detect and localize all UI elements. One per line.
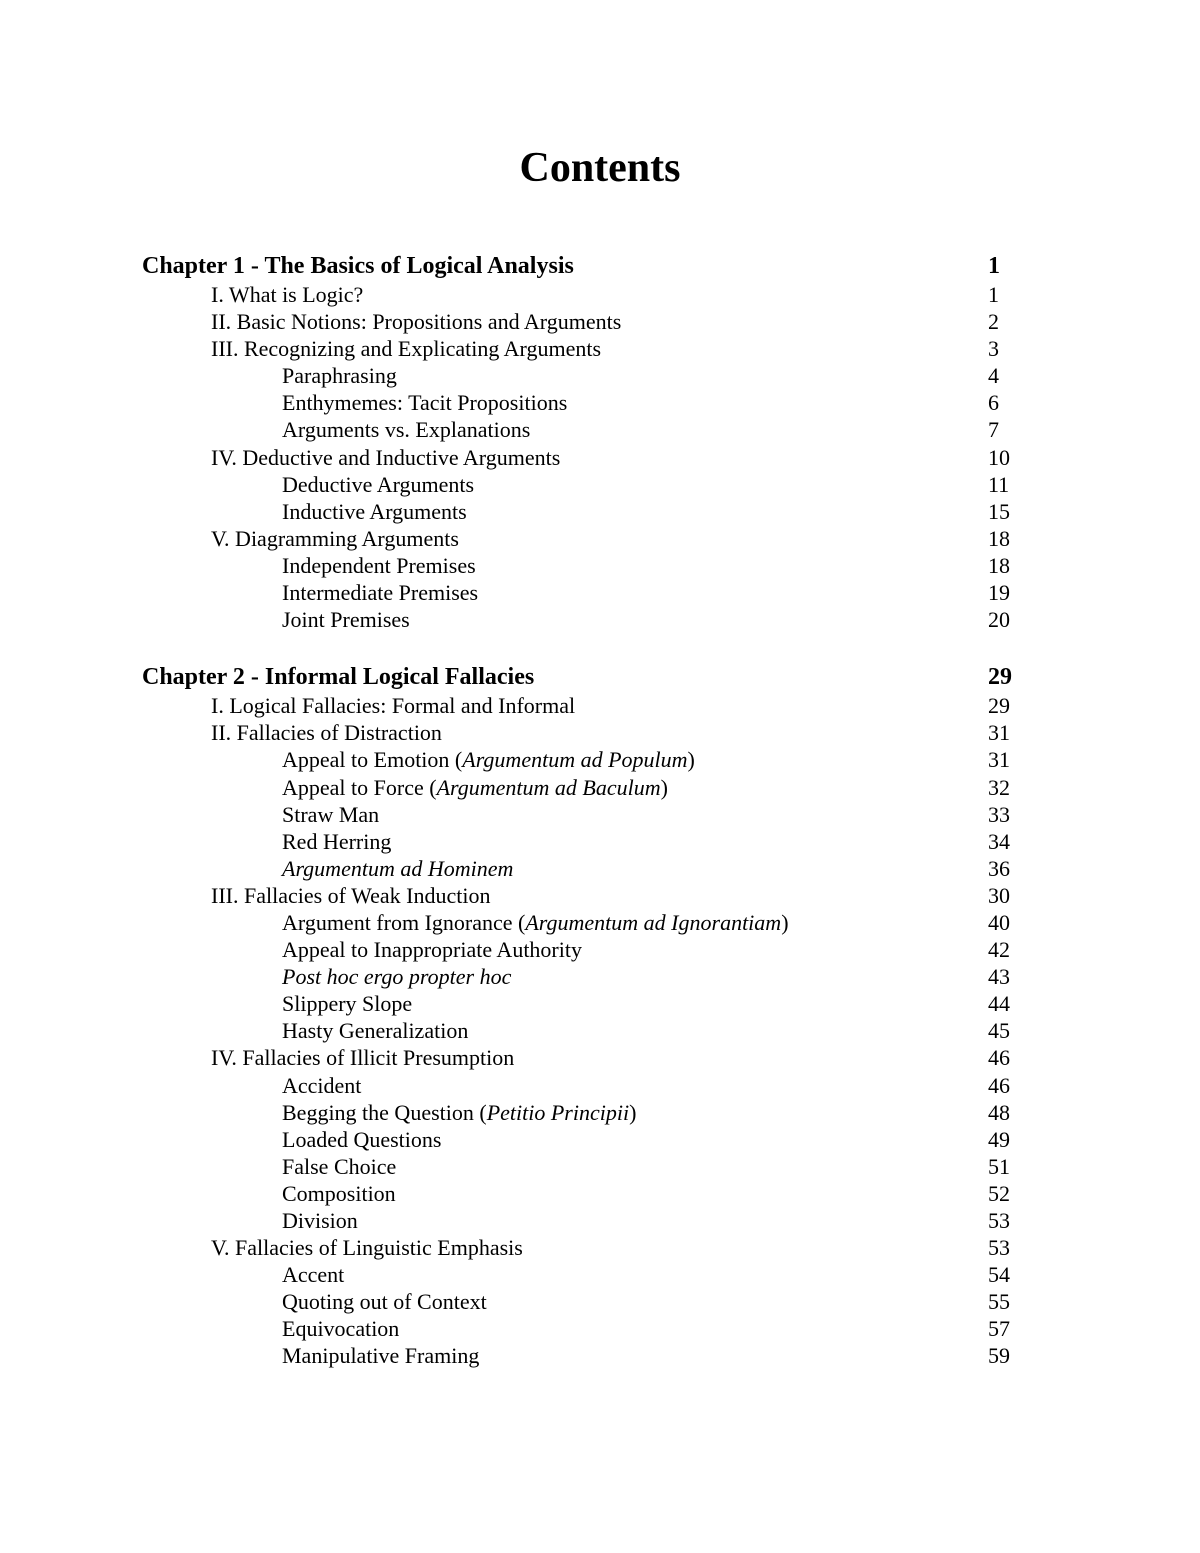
entry-title [142, 1017, 468, 1044]
entry-title-part: Red Herring [282, 828, 392, 854]
entry-title-part: Loaded Questions [282, 1126, 442, 1152]
page-number: 29 [988, 664, 1012, 691]
page-number: 1 [988, 253, 1000, 279]
entry-title [142, 1288, 487, 1315]
toc-subsection-entry [142, 1099, 1042, 1126]
entry-title [142, 606, 410, 633]
toc-subsection-entry [142, 552, 1042, 579]
toc-chapter-heading [142, 663, 1042, 692]
toc-subsection-entry [142, 1072, 1042, 1099]
page-number: 3 [988, 336, 999, 362]
page-number: 54 [988, 1262, 1010, 1288]
toc-subsection-entry [142, 990, 1042, 1017]
page-number: 2 [988, 309, 999, 335]
entry-title [142, 936, 582, 963]
toc-subsection-entry [142, 1342, 1042, 1369]
entry-title [142, 909, 789, 936]
entry-title-part: Joint Premises [282, 607, 410, 633]
page-number: 44 [988, 991, 1010, 1017]
page-number: 18 [988, 525, 1010, 551]
page-number: 53 [988, 1235, 1010, 1261]
entry-title-part: I. What is Logic? [211, 282, 364, 307]
toc-subsection-entry [142, 362, 1042, 389]
entry-title-part: V. Fallacies of Linguistic Emphasis [211, 1235, 523, 1261]
entry-title-part: ) [629, 1099, 637, 1125]
entry-title-part: Straw Man [282, 801, 380, 827]
entry-title [142, 444, 560, 471]
entry-title [142, 963, 511, 990]
entry-title [142, 828, 391, 855]
entry-title-part: Division [282, 1208, 358, 1233]
entry-title [142, 746, 695, 773]
toc-subsection-entry [142, 909, 1042, 936]
entry-title-part: II. Basic Notions: Propositions and Arguments [211, 309, 622, 335]
page-number: 46 [988, 1072, 1010, 1098]
page-number: 59 [988, 1343, 1010, 1369]
page-number: 42 [988, 937, 1010, 963]
entry-title [142, 1099, 636, 1126]
entry-title [142, 525, 459, 552]
entry-title [142, 990, 412, 1017]
entry-title [142, 1044, 514, 1071]
toc-subsection-entry [142, 774, 1042, 801]
entry-title-part: II. Fallacies of Distraction [211, 720, 442, 746]
page-number: 15 [988, 498, 1010, 524]
entry-title [142, 882, 490, 909]
entry-title [142, 1315, 399, 1342]
page-number: 6 [988, 390, 999, 416]
page-number: 46 [988, 1045, 1010, 1071]
entry-title-part: Composition [282, 1180, 396, 1206]
entry-title-italic-part: Post hoc ergo propter hoc [282, 964, 512, 990]
entry-title [142, 579, 478, 606]
toc-section-entry [142, 1234, 1042, 1261]
page-number: 48 [988, 1099, 1010, 1125]
entry-title-part: III. Recognizing and Explicating Arguments [211, 336, 602, 362]
entry-title-part: Equivocation [282, 1316, 400, 1342]
page-number: 20 [988, 607, 1010, 633]
page-number: 29 [988, 693, 1010, 719]
toc-subsection-entry [142, 471, 1042, 498]
toc-section-entry [142, 692, 1042, 719]
entry-title-italic-part: Petitio Principii [486, 1099, 630, 1125]
entry-title [142, 1342, 479, 1369]
entry-title-part: Accident [282, 1072, 362, 1098]
toc-subsection-entry [142, 416, 1042, 443]
entry-title-italic-part: Argumentum ad Populum [462, 747, 688, 773]
entry-title-part: False Choice [282, 1153, 397, 1179]
entry-title [142, 389, 567, 416]
entry-title [142, 471, 474, 498]
entry-title [142, 774, 668, 801]
page-number: 7 [988, 417, 999, 443]
page-title: Contents [519, 145, 681, 191]
toc-section-entry [142, 882, 1042, 909]
entry-title [142, 308, 621, 335]
entry-title [142, 1180, 396, 1207]
entry-title [142, 1153, 396, 1180]
toc-section-entry [142, 525, 1042, 552]
page-number: 36 [988, 855, 1010, 881]
page-number: 51 [988, 1153, 1010, 1179]
toc-section-entry [142, 719, 1042, 746]
page-number: 43 [988, 964, 1010, 990]
page-number: 4 [988, 363, 999, 389]
page-number: 40 [988, 909, 1010, 935]
page-number: 11 [988, 471, 1010, 497]
entry-title [142, 1072, 361, 1099]
entry-title [142, 416, 530, 443]
toc-subsection-entry [142, 1315, 1042, 1342]
toc-subsection-entry [142, 855, 1042, 882]
toc-subsection-entry [142, 1261, 1042, 1288]
toc-subsection-entry [142, 936, 1042, 963]
entry-title [142, 552, 476, 579]
entry-title [142, 1207, 358, 1234]
toc-chapter-heading [142, 252, 1042, 281]
entry-title-part: ) [781, 909, 789, 935]
entry-title-part: III. Fallacies of Weak Induction [211, 882, 491, 908]
toc-section-entry [142, 281, 1042, 308]
toc-section-entry [142, 308, 1042, 335]
toc-subsection-entry [142, 498, 1042, 525]
toc-subsection-entry [142, 579, 1042, 606]
toc-subsection-entry [142, 1180, 1042, 1207]
entry-title-part: Appeal to Force ( [282, 774, 437, 800]
entry-title-italic-part: Argumentum ad Baculum [436, 774, 661, 800]
entry-title [142, 335, 601, 362]
entry-title-part: Paraphrasing [282, 363, 397, 389]
page-number: 53 [988, 1208, 1010, 1233]
page-number: 1 [988, 282, 999, 307]
toc-section-entry [142, 444, 1042, 471]
toc-subsection-entry [142, 801, 1042, 828]
entry-title [142, 855, 513, 882]
entry-title-part: ) [660, 774, 668, 800]
entry-title-part: IV. Deductive and Inductive Arguments [211, 444, 561, 470]
page-number: 52 [988, 1180, 1010, 1206]
entry-title-part: Quoting out of Context [282, 1289, 487, 1315]
toc-subsection-entry [142, 1153, 1042, 1180]
toc-subsection-entry [142, 1207, 1042, 1234]
entry-title [142, 498, 467, 525]
entry-title-part: Appeal to Emotion ( [282, 747, 463, 773]
toc-subsection-entry [142, 1288, 1042, 1315]
page-number: 45 [988, 1018, 1010, 1044]
page-number: 30 [988, 882, 1010, 908]
entry-title [142, 1234, 523, 1261]
toc-subsection-entry [142, 1017, 1042, 1044]
entry-title-italic-part: Argumentum ad Hominem [282, 855, 514, 881]
entry-title [142, 1261, 344, 1288]
entry-title-part: Appeal to Inappropriate Authority [282, 937, 582, 963]
entry-title-part: Argument from Ignorance ( [282, 909, 526, 935]
page-number: 18 [988, 552, 1010, 578]
entry-title-italic-part: Argumentum ad Ignorantiam [525, 909, 782, 935]
page-number: 34 [988, 828, 1010, 854]
page-number: 55 [988, 1289, 1010, 1315]
entry-title [142, 281, 363, 308]
page-number: 19 [988, 580, 1010, 606]
entry-title-part: IV. Fallacies of Illicit Presumption [211, 1045, 515, 1071]
entry-title-part: Hasty Generalization [282, 1018, 469, 1044]
toc-subsection-entry [142, 389, 1042, 416]
table-of-contents [142, 252, 1042, 1370]
entry-title-part: V. Diagramming Arguments [211, 525, 459, 551]
toc-subsection-entry [142, 828, 1042, 855]
entry-title-part: Enthymemes: Tacit Propositions [282, 390, 568, 416]
entry-title [142, 801, 379, 828]
toc-subsection-entry [142, 963, 1042, 990]
entry-title-part: Manipulative Framing [282, 1343, 480, 1369]
entry-title-part: Independent Premises [282, 552, 476, 578]
page-number: 49 [988, 1126, 1010, 1152]
page-number: 31 [988, 747, 1010, 773]
entry-title [142, 362, 397, 389]
page-number: 32 [988, 774, 1010, 800]
toc-section-entry [142, 1044, 1042, 1071]
entry-title-part: Slippery Slope [282, 991, 413, 1017]
entry-title-part: ) [687, 747, 695, 773]
entry-title-part: Inductive Arguments [282, 498, 467, 524]
toc-section-entry [142, 335, 1042, 362]
page-number: 10 [988, 444, 1010, 470]
chapter-title: Chapter 2 - Informal Logical Fallacies [142, 664, 535, 691]
entry-title-part: I. Logical Fallacies: Formal and Informal [211, 693, 576, 719]
page-number: 31 [988, 720, 1010, 746]
toc-subsection-entry [142, 606, 1042, 633]
entry-title [142, 1126, 441, 1153]
toc-subsection-entry [142, 746, 1042, 773]
entry-title-part: Deductive Arguments [282, 471, 475, 497]
entry-title-part: Begging the Question ( [282, 1099, 487, 1125]
entry-title-part: Arguments vs. Explanations [282, 417, 531, 443]
entry-title-part: Accent [282, 1262, 345, 1288]
entry-title [142, 719, 442, 746]
page-number: 33 [988, 801, 1010, 827]
page-number: 57 [988, 1316, 1010, 1342]
toc-subsection-entry [142, 1126, 1042, 1153]
entry-title-part: Intermediate Premises [282, 580, 479, 606]
chapter-title: Chapter 1 - The Basics of Logical Analysis [142, 253, 574, 279]
entry-title [142, 692, 575, 719]
